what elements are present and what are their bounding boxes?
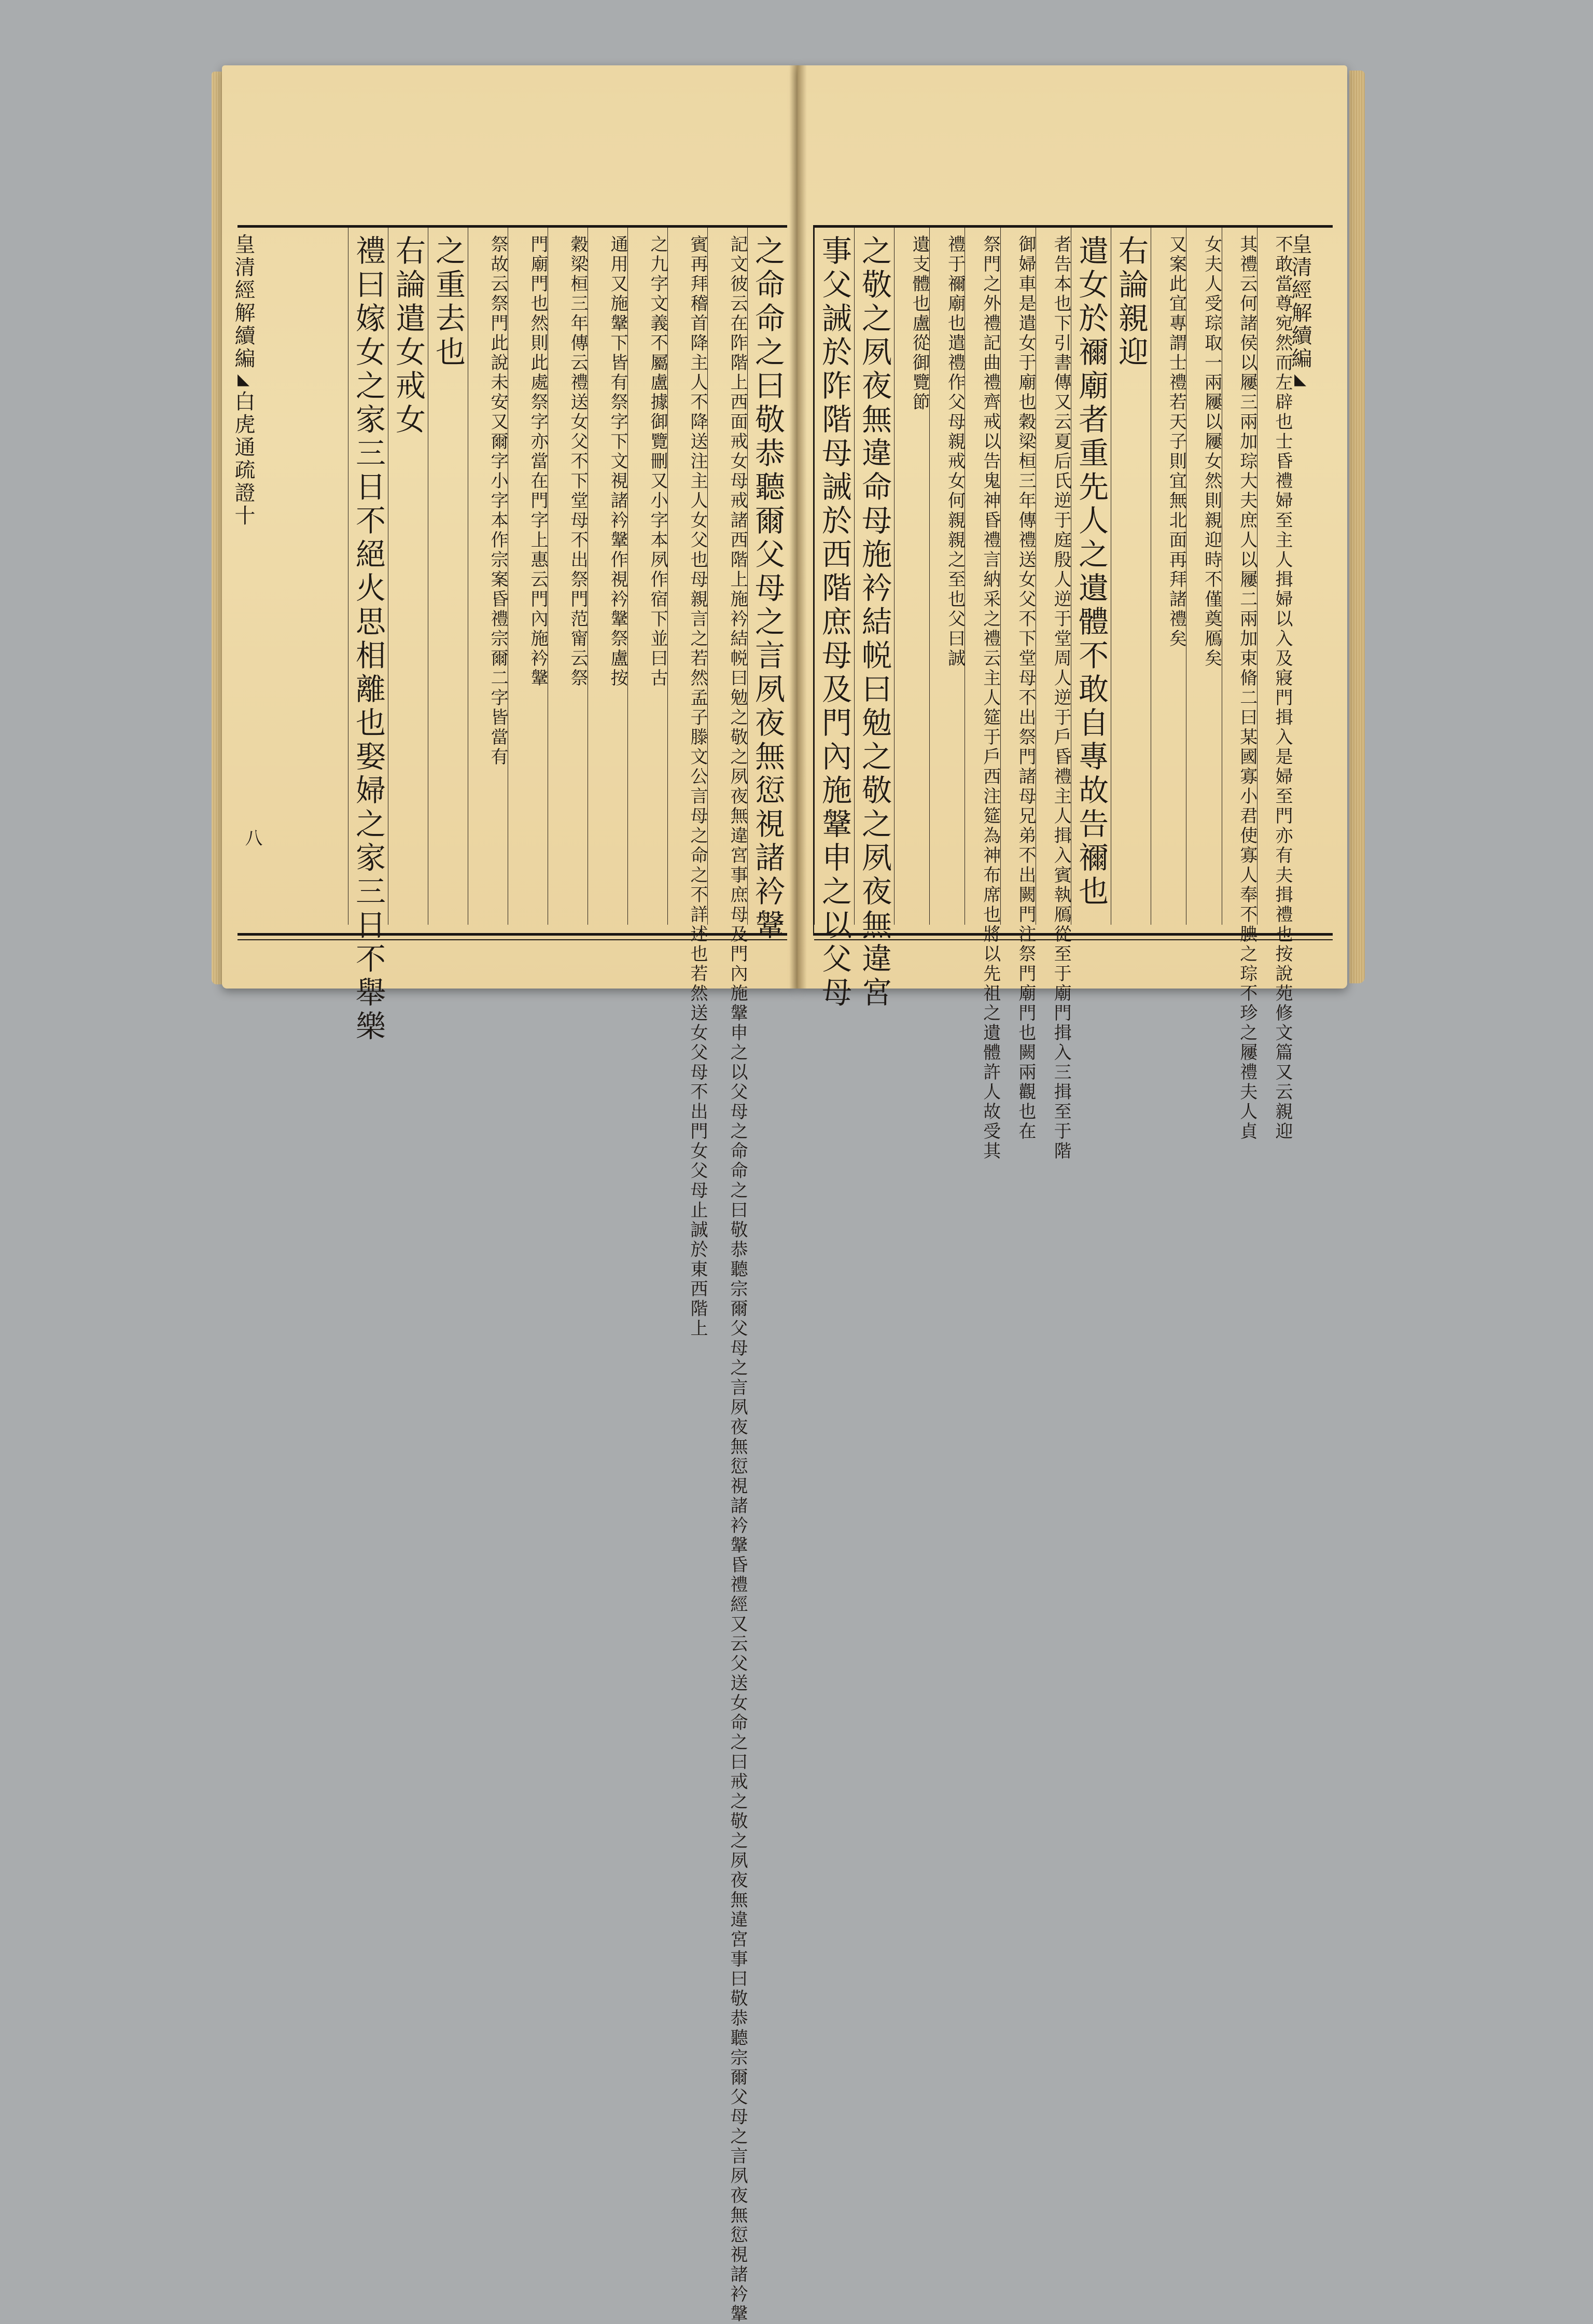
right-text-column: 其禮云何諸侯以屨三兩加琮大夫庶人以屨二兩加束脩二曰某國寡小君使寡人奉不腆之琮不珍之屨禮夫人貞 <box>1222 228 1257 925</box>
right-text-columns <box>814 228 1293 1161</box>
left-text-column: 穀梁桓三年傳云禮送女父不下堂母不出祭門范甯云祭 <box>548 228 588 925</box>
book-gutter <box>789 65 807 989</box>
page-number: 八 <box>242 829 262 846</box>
right-text-column: 祭門之外禮記曲禮齊戒以告鬼神昏禮言納采之禮云主人筵于戶西注筵為神布席也將以先祖之遺體許人故受其 <box>965 228 1000 925</box>
right-text-column: 之敬之夙夜無違命母施衿結帨曰勉之敬之夙夜無違宮 <box>854 228 894 925</box>
left-text-column: 記文彼云在阼階上西面戒女母戒諸西階上施衿結帨曰勉之敬之夙夜無違宮事庶母及門內施鞶申之以父母之命命之曰敬恭聽宗爾父母之言夙夜無愆視諸衿鞶昏禮經又云父送女命之曰戒之敬之夙夜無違宮事曰敬恭聽宗爾父母之言夙夜無愆視諸衿鞶 <box>707 228 747 925</box>
right-text-column: 者告本也下引書傳又云夏后氏逆于庭殷人逆于堂周人逆于戶昏禮主人揖入賓執鴈從至于廟門揖入三揖至于階 <box>1036 228 1071 925</box>
left-text-column: 右論遣女戒女 <box>388 228 428 925</box>
right-text-column: 事父誡於阼階母誡於西階庶母及門內施鞶申之以父母 <box>814 228 854 925</box>
right-text-column: 御婦車是遣女于廟也穀梁桓三年傳禮送女父不下堂母不出祭門諸母兄弟不出闕門注祭門廟門也闕兩觀也在 <box>1000 228 1036 925</box>
book-title-right: 皇清經解續編 <box>1288 233 1312 370</box>
left-text-column: 門廟門也然則此處祭字亦當在門字上惠云門內施衿鞶 <box>508 228 548 925</box>
right-text-frame <box>813 225 1333 1161</box>
left-text-column: 禮曰嫁女之家三日不絕火思相離也娶婦之家三日不舉樂 <box>348 228 388 925</box>
left-text-column: 祭故云祭門此說未安又爾字小字本作宗案昏禮宗爾二字皆當有 <box>468 228 508 925</box>
left-text-column: 之九字文義不屬盧據御覽刪又小字本夙作宿下並曰古 <box>627 228 667 925</box>
fishtail-mark-right: ◣ <box>1291 370 1309 391</box>
right-text-column: 遺支體也盧從御覽節 <box>894 228 929 925</box>
right-text-column: 不敢當尊宛然而左辟也士昏禮婦至主人揖婦以入及寢門揖入是婦至門亦有夫揖禮也按說苑修文篇又云親迎 <box>1257 228 1292 925</box>
book-title: 皇清經解續編 <box>231 233 255 370</box>
left-text-column: 之命命之曰敬恭聽爾父母之言夙夜無愆視諸衿鞶 <box>747 228 787 925</box>
fishtail-mark: ◣ <box>234 370 253 391</box>
left-text-column: 通用又施鞶下皆有祭字下文視諸衿鞶作視衿鞶祭盧按 <box>588 228 627 925</box>
right-text-column: 又案此宜專謂士禮若天子則宜無北面再拜諸禮矣 <box>1151 228 1186 925</box>
left-text-column: 賓再拜稽首降主人不降送注主人女父也母親言之若然孟子滕文公言母之命之不詳述也若然送女父母不出門女父母止誠於東西階上 <box>667 228 707 925</box>
left-text-frame <box>237 225 787 2324</box>
left-text-column: 之重去也 <box>428 228 468 925</box>
open-book <box>222 61 1352 2324</box>
right-text-column: 遣女於禰廟者重先人之遺體不敢自專故告禰也 <box>1071 228 1111 925</box>
right-text-column: 女夫人受琮取一兩屨以屨女然則親迎時不僅奠鴈矣 <box>1186 228 1221 925</box>
right-text-column: 右論親迎 <box>1111 228 1151 925</box>
right-text-column: 禮于禰廟也遣禮作父母親戒女何親親之至也父曰誠 <box>929 228 965 925</box>
left-text-columns <box>305 228 787 2324</box>
right-page-edges <box>1349 71 1365 983</box>
section-title: 白虎通疏證十 <box>231 391 255 527</box>
